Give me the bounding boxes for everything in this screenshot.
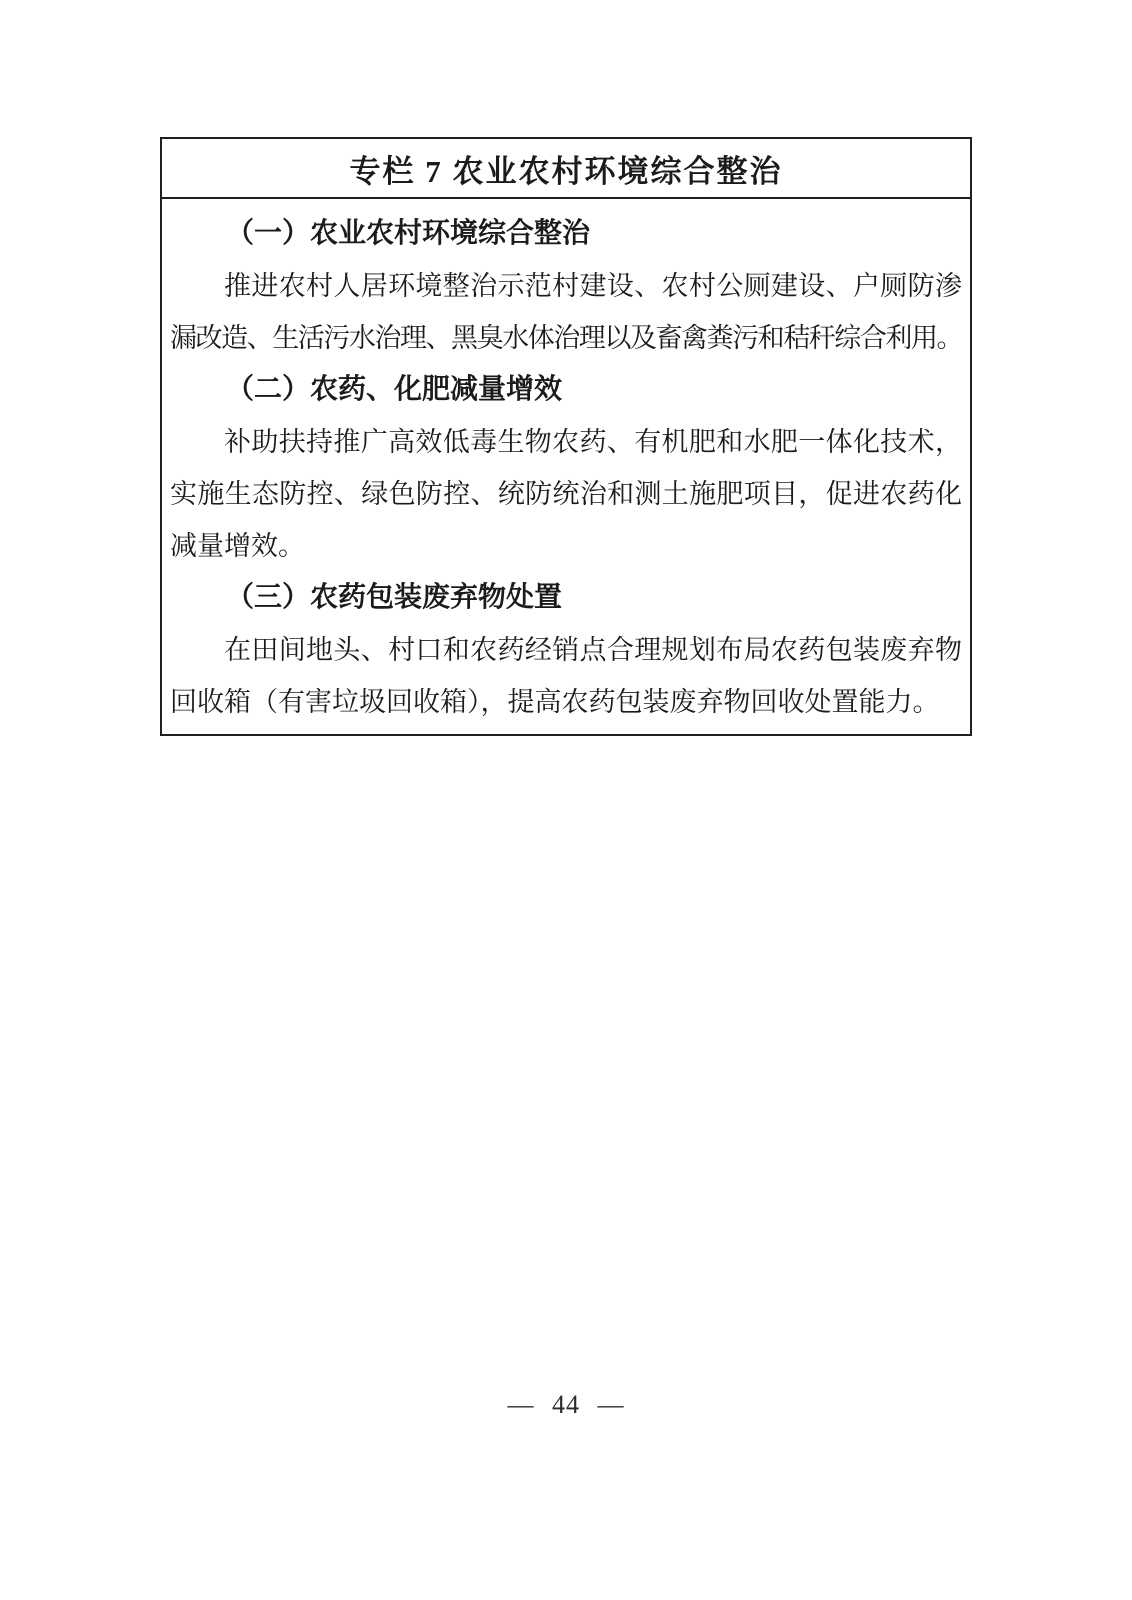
section-2-paragraph-line: 减量增效。 [170,531,305,561]
box-title-row [162,139,970,199]
section-3-heading: （三）农药包装废弃物处置 [226,582,563,613]
section-2-paragraph-line: 补助扶持推广高效低毒生物农药、有机肥和水肥一体化技术， [224,427,962,457]
section-1-paragraph-line: 推进农村人居环境整治示范村建设、农村公厕建设、户厕防渗 [224,271,962,301]
section-3-paragraph-line: 在田间地头、村口和农药经销点合理规划布局农药包装废弃物 [224,635,962,665]
box-body [162,199,970,728]
box-title: 专栏 7 农业农村环境综合整治 [349,153,783,189]
section-2-heading: （二）农药、化肥减量增效 [226,374,563,405]
section-1-paragraph-line: 漏改造、生活污水治理、黑臭水体治理以及畜禽粪污和秸秆综合利用。 [170,323,962,353]
column-7-box [160,137,972,736]
page-number: — 44 — [507,1390,625,1419]
page-footer [0,1390,1132,1420]
section-2-paragraph-line: 实施生态防控、绿色防控、统防统治和测土施肥项目，促进农药化 [170,479,962,509]
section-1-heading: （一）农业农村环境综合整治 [226,218,591,249]
section-3-paragraph-line: 回收箱（有害垃圾回收箱），提高农药包装废弃物回收处置能力。 [170,687,940,717]
